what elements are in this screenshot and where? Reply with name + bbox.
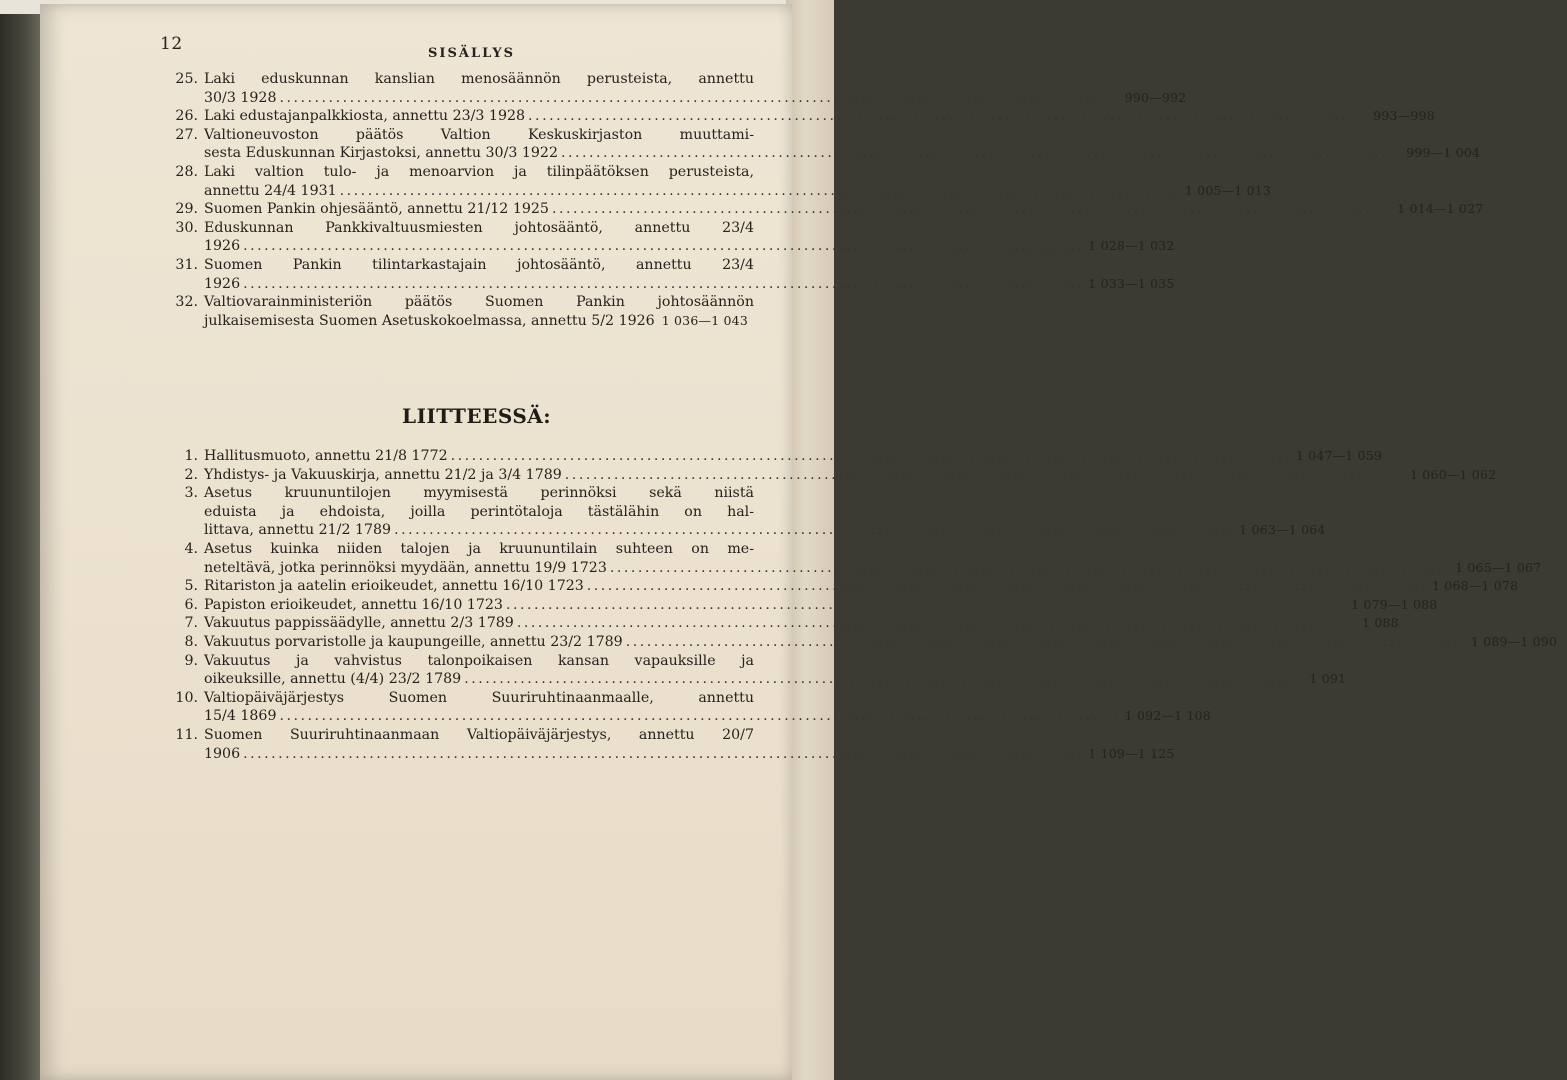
toc-entry-number: 9.: [184, 652, 198, 669]
toc-entry-number: 27.: [175, 126, 198, 143]
toc-entry-number: 2.: [184, 466, 198, 483]
dot-leader: ........................................................................................................................: [279, 708, 1121, 725]
toc-entry-body: [204, 540, 1542, 577]
toc-entry-number: 11.: [175, 726, 198, 743]
dot-leader: ........................................................................................................................: [516, 615, 1359, 632]
toc-entry-body: [204, 633, 1558, 652]
toc-entry-title: julkaisemisesta Suomen Asetuskokoelmassa, annettu 5/2 1926: [204, 312, 655, 329]
toc-entry-body: [204, 614, 1399, 633]
book-binding-edge: [0, 0, 42, 1080]
toc-entry-number: 29.: [175, 201, 198, 218]
toc-entry: [158, 577, 1519, 596]
toc-entry-title: sesta Eduskunnan Kirjastoksi, annettu 30/3 1922: [204, 145, 558, 162]
toc-entry-line: [204, 275, 1175, 294]
toc-entry-pages: 1 089—1 090: [1470, 633, 1558, 649]
toc-entry-title: 1926: [204, 238, 241, 255]
toc-entry: [158, 126, 1481, 163]
toc-entry-line: [204, 256, 754, 275]
toc-entry-number: 10.: [175, 689, 198, 706]
toc-entry-body: [204, 200, 1484, 219]
dot-leader: ........................................................................................................................: [243, 275, 1085, 292]
toc-entry-pages: 1 079—1 088: [1351, 596, 1438, 612]
toc-entry-pages: 990—992: [1124, 89, 1187, 105]
toc-entry-line: [204, 107, 1435, 126]
toc-entry-line: [204, 614, 1399, 633]
dot-leader: ........................................................................................................................: [586, 578, 1428, 595]
toc-entry-line: [204, 219, 754, 238]
toc-entry: [158, 726, 1175, 763]
toc-entry-pages: 993—998: [1373, 108, 1435, 124]
toc-entry-line: [204, 745, 1175, 764]
toc-entry-title: Eduskunnan Pankkivaltuusmiesten johtosääntö, annettu 23/4: [204, 219, 754, 236]
toc-entry-body: [204, 447, 1383, 466]
toc-entry-title: Suomen Suuriruhtinaanmaan Valtiopäiväjärjestys, annettu 20/7: [204, 726, 754, 743]
toc-entry: [158, 293, 754, 330]
toc-entry: [158, 540, 1542, 577]
toc-entry-title: Asetus kruununtilojen myymisestä perinnöksi sekä niistä: [204, 485, 754, 502]
toc-entry-line: [204, 70, 754, 89]
dot-leader: ........................................................................................................................: [551, 201, 1394, 218]
toc-entry-pages: 1 068—1 078: [1431, 578, 1519, 594]
toc-entry-pages: 1 060—1 062: [1409, 466, 1497, 482]
toc-entry-title: annettu 24/4 1931: [204, 182, 337, 199]
toc-entry-pages: 1 088: [1362, 615, 1399, 631]
toc-entry-number: 5.: [184, 578, 198, 595]
toc-entry-title: Valtiovarainministeriön päätös Suomen Pankin johtosäännön: [204, 294, 754, 311]
toc-entry-line: [204, 447, 1383, 466]
book-page: [40, 4, 1558, 1080]
toc-entry-line: [204, 293, 754, 312]
toc-entry: [158, 596, 1438, 615]
toc-entry-number: 28.: [175, 163, 198, 180]
toc-entry-pages: 1 092—1 108: [1124, 708, 1211, 724]
toc-entry: [158, 689, 1211, 726]
toc-entry-body: [204, 126, 1481, 163]
toc-entry-title: 1926: [204, 275, 241, 292]
dot-leader: ........................................................................................................................: [243, 745, 1085, 762]
toc-entry-line: [204, 182, 1272, 201]
dot-leader: ........................................................................................................................: [564, 466, 1406, 483]
toc-entry: [158, 107, 1435, 126]
toc-entry-body: [204, 466, 1497, 485]
toc-entry-pages: 1 033—1 035: [1088, 275, 1175, 291]
toc-entry-pages: 1 005—1 013: [1184, 182, 1272, 198]
toc-entry-title: littava, annettu 21/2 1789: [204, 522, 392, 539]
toc-entry: [158, 484, 1326, 540]
dot-leader: ........................................................................................................................: [450, 448, 1292, 464]
toc-entry-number: 6.: [184, 596, 198, 613]
toc-entry-pages: 1 063—1 064: [1239, 522, 1326, 538]
page-number: 12: [160, 34, 183, 54]
toc-entry-number: 25.: [175, 71, 198, 87]
toc-entry-body: [204, 163, 1272, 200]
toc-entry-number: 1.: [184, 448, 198, 464]
toc-entry-line: [204, 596, 1438, 615]
dot-leader: ........................................................................................................................: [243, 238, 1085, 255]
toc-entry-body: [204, 596, 1438, 615]
toc-entry-line: [204, 237, 1175, 256]
toc-entry: [158, 219, 1175, 256]
toc-entry-body: [204, 256, 1175, 293]
toc-entry-number: 4.: [184, 540, 198, 557]
toc-entry-line: [204, 707, 1211, 726]
dot-leader: ........................................................................................................................: [609, 559, 1452, 576]
toc-entry-pages: 1 036—1 043: [661, 312, 748, 328]
toc-entry: [158, 256, 1175, 293]
dot-leader: ........................................................................................................................: [279, 89, 1121, 106]
toc-entry-title: 1906: [204, 745, 241, 762]
toc-entry-title: eduista ja ehdoista, joilla perintötaloja tästälähin on hal-: [204, 503, 754, 520]
toc-entry-line: [204, 540, 754, 559]
toc-entry-title: Suomen Pankin tilintarkastajain johtosääntö, annettu 23/4: [204, 256, 754, 273]
toc-entry-line: [204, 312, 754, 331]
dot-leader: ........................................................................................................................: [464, 671, 1306, 688]
toc-entry: [158, 70, 1187, 107]
toc-entry-title: oikeuksille, annettu (4/4) 23/2 1789: [204, 671, 462, 688]
toc-entry-title: 30/3 1928: [204, 89, 277, 106]
toc-entry-title: Ritariston ja aatelin erioikeudet, annettu 16/10 1723: [204, 578, 584, 595]
toc-entry-body: [204, 652, 1347, 689]
toc-entry-pages: 1 028—1 032: [1088, 238, 1175, 254]
dot-leader: ........................................................................................................................: [505, 596, 1348, 613]
toc-entry-title: Suomen Pankin ohjesääntö, annettu 21/12 1925: [204, 201, 549, 218]
toc-entry-body: [204, 689, 1211, 726]
toc-entry-title: 15/4 1869: [204, 708, 277, 725]
toc-entry-line: [204, 126, 754, 145]
toc-entry-line: [204, 670, 1347, 689]
dot-leader: ........................................................................................................................: [561, 145, 1403, 162]
toc-entry-line: [204, 726, 754, 745]
toc-entry-line: [204, 577, 1519, 596]
toc-entry-title: Papiston erioikeudet, annettu 16/10 1723: [204, 596, 503, 613]
dot-leader: ........................................................................................................................: [394, 522, 1236, 539]
toc-entry-title: Laki eduskunnan kanslian menosäännön perusteista, annettu: [204, 71, 754, 87]
toc-entry-line: [204, 200, 1484, 219]
toc-entry-line: [204, 521, 1326, 540]
toc-entry-pages: 1 065—1 067: [1455, 559, 1542, 575]
toc-entry-number: 31.: [175, 256, 198, 273]
toc-entry-line: [204, 689, 754, 708]
toc-entry-number: 32.: [175, 294, 198, 311]
toc-entry-pages: 1 109—1 125: [1088, 745, 1175, 761]
toc-entry-title: Asetus kuinka niiden talojen ja kruununtilain suhteen on me-: [204, 540, 754, 557]
toc-entry: [158, 200, 1484, 219]
toc-entry-line: [204, 559, 1542, 578]
toc-entry-line: [204, 633, 1558, 652]
toc-main-list: [158, 70, 1484, 330]
dot-leader: ........................................................................................................................: [339, 182, 1181, 199]
toc-entry-title: Vakuutus porvaristolle ja kaupungeille, annettu 23/2 1789: [204, 633, 623, 650]
toc-entry-body: [204, 219, 1175, 256]
toc-entry-line: [204, 163, 754, 182]
toc-entry-title: Vakuutus ja vahvistus talonpoikaisen kansan vapauksille ja: [204, 652, 754, 669]
toc-entry-line: [204, 503, 754, 522]
toc-entry-pages: 999—1 004: [1406, 145, 1481, 161]
toc-entry-title: Hallitusmuoto, annettu 21/8 1772: [204, 448, 448, 464]
toc-entry-pages: 1 047—1 059: [1295, 448, 1383, 463]
running-head: SISÄLLYS: [428, 46, 516, 61]
toc-entry-body: [204, 577, 1519, 596]
toc-entry-title: Valtioneuvoston päätös Valtion Keskuskirjaston muuttami-: [204, 126, 754, 143]
toc-entry: [158, 447, 1383, 466]
toc-entry-number: 8.: [184, 633, 198, 650]
toc-entry-number: 30.: [175, 219, 198, 236]
appendix-heading: LIITTEESSÄ:: [402, 404, 552, 428]
toc-entry-line: [204, 144, 1481, 163]
toc-entry: [158, 614, 1399, 633]
dot-leader: ........................................................................................................................: [625, 633, 1467, 650]
toc-entry-title: Laki edustajanpalkkiosta, annettu 23/3 1928: [204, 108, 526, 125]
toc-entry: [158, 633, 1558, 652]
toc-entry-line: [204, 652, 754, 671]
toc-entry: [158, 652, 1347, 689]
toc-entry-body: [204, 726, 1175, 763]
toc-entry-number: 3.: [184, 485, 198, 502]
toc-entry-body: [204, 293, 754, 330]
toc-entry-line: [204, 466, 1497, 485]
toc-entry-pages: 1 091: [1309, 671, 1347, 687]
toc-entry-pages: 1 014—1 027: [1397, 201, 1484, 217]
toc-entry: [158, 163, 1272, 200]
toc-entry-number: 7.: [184, 615, 198, 632]
toc-entry-title: Laki valtion tulo- ja menoarvion ja tilinpäätöksen perusteista,: [204, 163, 754, 180]
toc-appendix-list: [158, 447, 1558, 763]
toc-entry-body: [204, 107, 1435, 126]
toc-entry-body: [204, 70, 1187, 107]
toc-entry-body: [204, 484, 1326, 540]
toc-entry-title: Vakuutus pappissäädylle, annettu 2/3 1789: [204, 615, 514, 632]
toc-entry: [158, 466, 1497, 485]
dot-leader: ........................................................................................................................: [528, 108, 1370, 125]
toc-entry-line: [204, 484, 754, 503]
toc-entry-line: [204, 89, 1187, 108]
toc-entry-title: neteltävä, jotka perinnöksi myydään, annettu 19/9 1723: [204, 559, 607, 576]
toc-entry-number: 26.: [175, 108, 198, 125]
toc-entry-title: Yhdistys- ja Vakuuskirja, annettu 21/2 ja 3/4 1789: [204, 466, 562, 483]
toc-entry-title: Valtiopäiväjärjestys Suomen Suuriruhtinaanmaalle, annettu: [204, 689, 754, 706]
